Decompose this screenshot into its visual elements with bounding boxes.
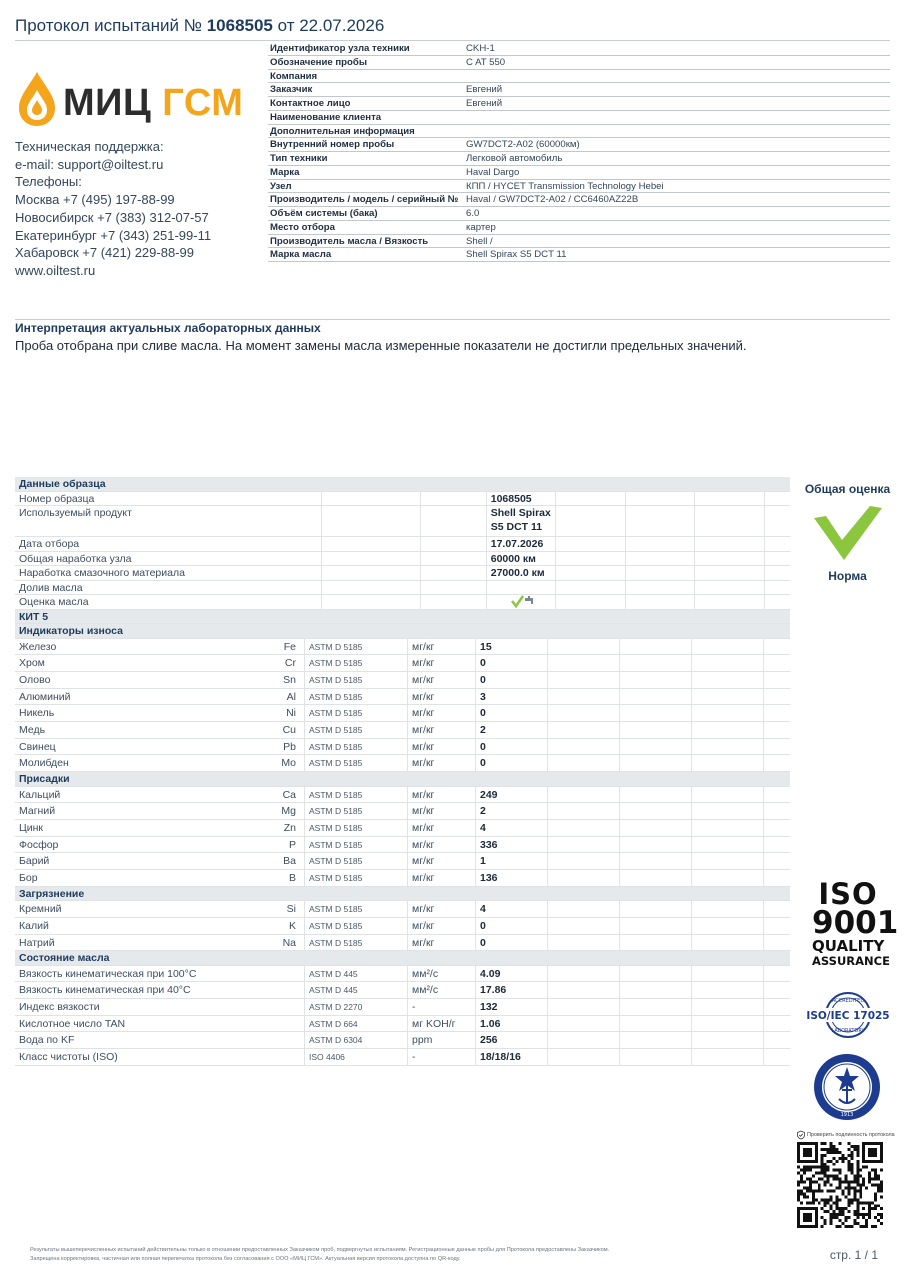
element-symbol: Na [282, 936, 296, 949]
interpretation-heading: Интерпретация актуальных лабораторных данных [15, 321, 321, 335]
unit: - [408, 1049, 476, 1065]
iso17025-badge [806, 988, 890, 1043]
method: ASTM D 5185 [305, 787, 408, 803]
element-symbol: Mo [281, 757, 296, 770]
company-logo [15, 70, 255, 130]
oil-drop-icon [15, 70, 59, 128]
table-row [15, 1016, 790, 1033]
info-row: Узел КПП / HYCET Transmission Technology Hebei [268, 180, 890, 194]
kit-header: КИТ 5 [15, 610, 790, 625]
unit: мг/кг [408, 739, 476, 755]
value: 4.09 [476, 966, 548, 982]
overall-status: Норма [828, 569, 867, 583]
table-row [15, 966, 790, 983]
table-row [15, 935, 790, 952]
svg-text:1913: 1913 [840, 1112, 854, 1118]
method: ASTM D 5185 [305, 820, 408, 836]
element-symbol: Si [286, 903, 296, 916]
table-row [15, 755, 790, 772]
table-row [15, 739, 790, 756]
title-prefix: Протокол испытаний № [15, 16, 202, 35]
table-row [15, 787, 790, 804]
value: 256 [476, 1032, 548, 1048]
unit: мг/кг [408, 837, 476, 853]
info-row: Внутренний номер пробы GW7DCT2-A02 (60000км) [268, 138, 890, 152]
element-symbol: Sn [283, 673, 296, 686]
support-label: Техническая поддержка: [15, 139, 164, 154]
method: ASTM D 5185 [305, 705, 408, 721]
param-name: Медь Cu [15, 722, 305, 738]
table-row [15, 803, 790, 820]
method: ASTM D 5185 [305, 672, 408, 688]
element-symbol: Ni [286, 707, 296, 720]
method: ASTM D 5185 [305, 803, 408, 819]
unit: мм²/с [408, 966, 476, 982]
table-row [15, 655, 790, 672]
method: ASTM D 2270 [305, 999, 408, 1015]
table-row [15, 901, 790, 918]
info-row: Производитель масла / Вязкость Shell / [268, 235, 890, 249]
value: 0 [476, 935, 548, 951]
info-row: Марка масла Shell Spirax S5 DCT 11 [268, 248, 890, 262]
table-row [15, 982, 790, 999]
table-row [15, 705, 790, 722]
section-header: Загрязнение [15, 887, 790, 902]
element-symbol: Mg [281, 805, 296, 818]
table-row [15, 837, 790, 854]
method: ASTM D 6304 [305, 1032, 408, 1048]
value: 0 [476, 672, 548, 688]
phone-khabarovsk: Хабаровск +7 (421) 229-88-99 [15, 245, 194, 261]
check-icon [812, 504, 884, 564]
phone-ekaterinburg: Екатеринбург +7 (343) 251-99-11 [15, 227, 212, 243]
unit: мг/кг [408, 705, 476, 721]
element-symbol: Fe [283, 640, 296, 653]
phone-moscow: Москва +7 (495) 197-88-99 [15, 192, 175, 208]
table-row [15, 820, 790, 837]
element-symbol: B [288, 871, 296, 884]
info-row: Компания [268, 70, 890, 84]
unit: мм²/с [408, 982, 476, 998]
registry-seal [812, 1052, 882, 1122]
method: ASTM D 5185 [305, 901, 408, 917]
interpretation-text: Проба отобрана при сливе масла. На момент замены масла измеренные показатели не достигли предельных значений. [15, 338, 747, 353]
value: 336 [476, 837, 548, 853]
qr-label: Проверить подлинность протокола [797, 1131, 895, 1139]
method: ASTM D 664 [305, 1016, 408, 1032]
param-name: Свинец Pb [15, 739, 305, 755]
unit: мг/кг [408, 918, 476, 934]
table-row [15, 870, 790, 887]
info-row: Идентификатор узла техники CKH-1 [268, 42, 890, 56]
element-symbol: Ba [283, 855, 296, 868]
method: ASTM D 5185 [305, 837, 408, 853]
param-name: Алюминий Al [15, 689, 305, 705]
info-row: Контактное лицо Евгений [268, 97, 890, 111]
check-tap-icon [511, 595, 537, 608]
param-name: Магний Mg [15, 803, 305, 819]
info-row: Объём системы (бака) 6.0 [268, 207, 890, 221]
website-link[interactable]: www.oiltest.ru [15, 262, 96, 278]
table-row [15, 1049, 790, 1066]
param-name: Фосфор P [15, 837, 305, 853]
unit: мг/кг [408, 870, 476, 886]
value: 2 [476, 722, 548, 738]
unit: мг/кг [408, 722, 476, 738]
section-header: Состояние масла [15, 951, 790, 966]
param-name: Класс чистоты (ISO) [15, 1049, 305, 1065]
param-name: Вязкость кинематическая при 40°C [15, 982, 305, 998]
value: 0 [476, 755, 548, 771]
unit: мг/кг [408, 639, 476, 655]
element-symbol: Cr [284, 657, 296, 670]
table-row [15, 722, 790, 739]
unit: - [408, 999, 476, 1015]
element-symbol: P [288, 838, 296, 851]
param-name: Хром Cr [15, 655, 305, 671]
phones-label: Телефоны: [15, 174, 82, 190]
element-symbol: Zn [283, 821, 296, 834]
sample-row: Дата отбора 17.07.2026 [15, 537, 790, 552]
method: ASTM D 5185 [305, 935, 408, 951]
section-header: Присадки [15, 772, 790, 787]
method: ISO 4406 [305, 1049, 408, 1065]
contact-info [15, 138, 211, 280]
value: 132 [476, 999, 548, 1015]
sample-data-header: Данные образца [15, 477, 790, 492]
table-row [15, 672, 790, 689]
value: 1 [476, 853, 548, 869]
param-name: Цинк Zn [15, 820, 305, 836]
sample-row: Наработка смазочного материала 27000.0 км [15, 566, 790, 581]
section-header: Индикаторы износа [15, 624, 790, 639]
sample-row: Оценка масла [15, 595, 790, 610]
value: 3 [476, 689, 548, 705]
phone-novosibirsk: Новосибирск +7 (383) 312-07-57 [15, 209, 209, 225]
qr-code[interactable] [797, 1142, 883, 1228]
header-divider [15, 40, 890, 41]
info-row: Место отбора картер [268, 221, 890, 235]
param-name: Никель Ni [15, 705, 305, 721]
element-symbol: Al [286, 690, 296, 703]
value: 4 [476, 820, 548, 836]
info-row: Наименование клиента [268, 111, 890, 125]
unit: мг/кг [408, 689, 476, 705]
value: 0 [476, 739, 548, 755]
sample-row: Номер образца 1068505 [15, 492, 790, 507]
svg-text:ISO/IEC 17025: ISO/IEC 17025 [806, 1010, 890, 1022]
param-name: Железо Fe [15, 639, 305, 655]
oil-grade-cell [487, 595, 557, 609]
page-number: стр. 1 / 1 [829, 1248, 878, 1262]
unit: мг/кг [408, 655, 476, 671]
param-name: Вязкость кинематическая при 100°C [15, 966, 305, 982]
info-row: Тип техники Легковой автомобиль [268, 152, 890, 166]
protocol-number: 1068505 [206, 16, 273, 35]
table-row [15, 1032, 790, 1049]
param-name: Бор B [15, 870, 305, 886]
value: 17.86 [476, 982, 548, 998]
param-name: Олово Sn [15, 672, 305, 688]
table-row [15, 918, 790, 935]
table-row [15, 639, 790, 656]
sample-info-table [268, 42, 890, 262]
value: 249 [476, 787, 548, 803]
unit: мг/кг [408, 901, 476, 917]
unit: мг/кг [408, 672, 476, 688]
method: ASTM D 5185 [305, 639, 408, 655]
support-email[interactable]: e-mail: support@oiltest.ru [15, 156, 164, 172]
param-name: Вода по KF [15, 1032, 305, 1048]
unit: мг/кг [408, 935, 476, 951]
info-row: Марка Haval Dargo [268, 166, 890, 180]
value: 0 [476, 918, 548, 934]
unit: мг/кг [408, 787, 476, 803]
sample-row: Долив масла [15, 581, 790, 596]
method: ASTM D 5185 [305, 722, 408, 738]
param-name: Кислотное число TAN [15, 1016, 305, 1032]
shield-check-icon [797, 1131, 805, 1139]
table-row [15, 689, 790, 706]
method: ASTM D 5185 [305, 870, 408, 886]
logo-text: МИЦ ГСМ [63, 82, 244, 124]
svg-text:ACCREDITED: ACCREDITED [831, 998, 865, 1004]
method: ASTM D 5185 [305, 918, 408, 934]
section-divider [15, 319, 890, 320]
info-row: Заказчик Евгений [268, 83, 890, 97]
value: 4 [476, 901, 548, 917]
unit: ppm [408, 1032, 476, 1048]
method: ASTM D 5185 [305, 689, 408, 705]
element-symbol: Pb [283, 740, 296, 753]
element-symbol: Cu [282, 723, 296, 736]
param-name: Кремний Si [15, 901, 305, 917]
page-title [15, 16, 384, 36]
info-row: Производитель / модель / серийный № Haval / GW7DCT2-A02 / CC6460AZ22B [268, 193, 890, 207]
method: ASTM D 445 [305, 982, 408, 998]
value: 136 [476, 870, 548, 886]
footer-disclaimer: Результаты вышеперечисленных испытаний действительны только в отношении предоставленных Заказчиком проб, подвергнутых испытаниям. Регистрационные данные пробы для Протокола предоставлены Заказчиком. Запрещена корректировка, частичная или полная перепечатка протокола без согласования с ООО «МИЦ ГСМ». Актуальная версия протокола доступна по QR-коду. [30, 1247, 610, 1262]
svg-text:LABORATORY: LABORATORY [831, 1028, 865, 1034]
unit: мг/кг [408, 853, 476, 869]
iso9001-logo: ISO 9001 QUALITY ASSURANCE [812, 877, 899, 968]
info-row: Обозначение пробы C AT 550 [268, 56, 890, 70]
overall-assessment [795, 482, 900, 583]
unit: мг/кг [408, 755, 476, 771]
value: 18/18/16 [476, 1049, 548, 1065]
value: 0 [476, 655, 548, 671]
unit: мг/кг [408, 820, 476, 836]
value: 15 [476, 639, 548, 655]
value: 1.06 [476, 1016, 548, 1032]
value: 2 [476, 803, 548, 819]
param-name: Барий Ba [15, 853, 305, 869]
element-symbol: K [288, 919, 296, 932]
method: ASTM D 445 [305, 966, 408, 982]
title-date: от 22.07.2026 [277, 16, 385, 35]
sections-container [15, 624, 790, 1066]
param-name: Калий K [15, 918, 305, 934]
method: ASTM D 5185 [305, 739, 408, 755]
method: ASTM D 5185 [305, 755, 408, 771]
table-row [15, 999, 790, 1016]
sample-row: Общая наработка узла 60000 км [15, 552, 790, 567]
unit: мг KOH/г [408, 1016, 476, 1032]
param-name: Молибден Mo [15, 755, 305, 771]
value: 0 [476, 705, 548, 721]
element-symbol: Ca [282, 788, 296, 801]
param-name: Кальций Ca [15, 787, 305, 803]
overall-heading: Общая оценка [804, 482, 891, 496]
results-table [15, 477, 790, 1066]
unit: мг/кг [408, 803, 476, 819]
table-row [15, 853, 790, 870]
param-name: Натрий Na [15, 935, 305, 951]
method: ASTM D 5185 [305, 655, 408, 671]
method: ASTM D 5185 [305, 853, 408, 869]
info-row: Дополнительная информация [268, 125, 890, 139]
sample-row: Используемый продукт Shell Spirax S5 DCT 11 [15, 506, 790, 537]
param-name: Индекс вязкости [15, 999, 305, 1015]
